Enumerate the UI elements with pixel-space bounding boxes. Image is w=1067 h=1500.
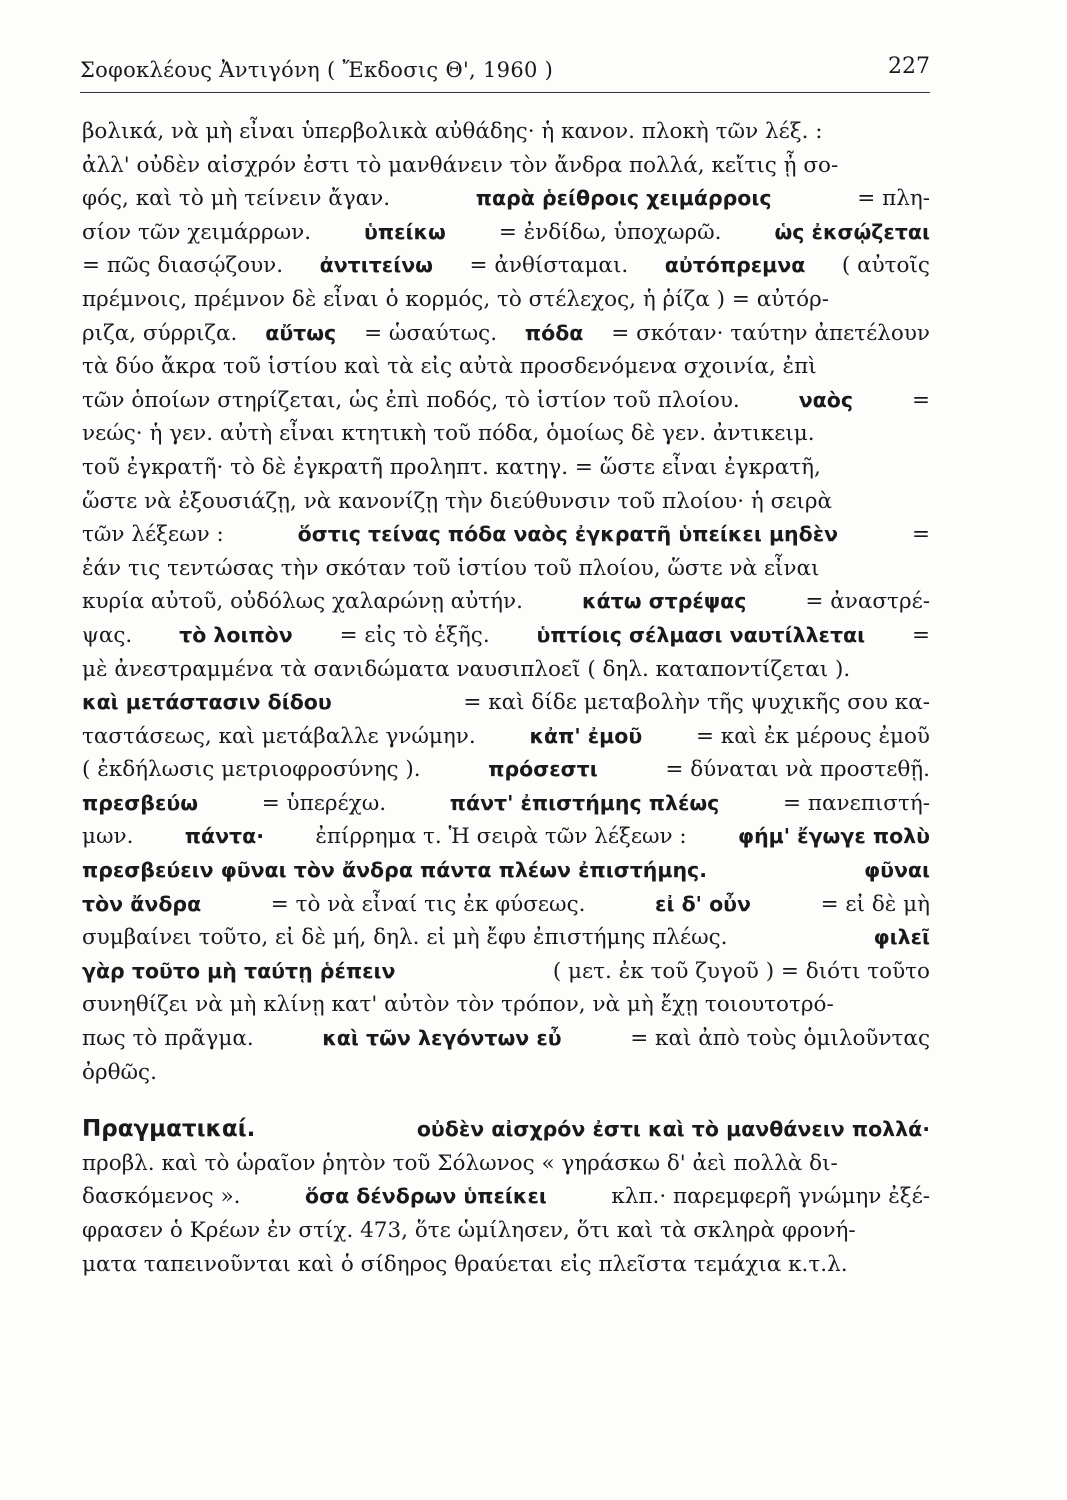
text-span: = πλη- [857,186,930,212]
bold-lemma: Πραγματικαί. [82,1116,256,1143]
text-line [82,955,930,989]
text-span: πως τὸ πρᾶγμα. [82,1026,254,1052]
text-span: = ἀναστρέ- [805,589,930,615]
text-span: ὀρθῶς. [82,1059,157,1085]
text-span: = [911,522,930,548]
bold-lemma: πάντα· [184,824,264,849]
bold-lemma: καὶ μετάστασιν δίδου [82,690,332,715]
bold-lemma: φήμ' ἔγωγε πολὺ [738,824,930,849]
running-header [80,52,930,93]
text-span: φρασεν ὁ Κρέων ἐν στίχ. 473, ὅτε ὡμίλησεν, ὅτι καὶ τὰ σκληρὰ φρονή- [82,1218,856,1243]
text-span: = [911,622,930,648]
paragraph-gap [82,1089,930,1113]
text-line [82,720,930,754]
header-title: Σοφοκλέους Ἀντιγόνη ( Ἔκδοσις Θ', 1960 ) [80,58,554,82]
bold-lemma: πρόσεστι [488,757,598,782]
text-span: πρέμνοις, πρέμνον δὲ εἶναι ὁ κορμός, τὸ στέλεχος, ἡ ῥίζα ) = αὐτόρ- [82,286,830,312]
text-span: τῶν λέξεων : [82,522,224,548]
bold-lemma: αὔτως [265,320,337,345]
bold-lemma: ὅσα δένδρων ὑπείκει [305,1184,547,1209]
text-line [82,417,930,451]
text-span: ( ἐκδήλωσις μετριοφροσύνης ). [82,757,421,783]
text-span: συμβαίνει τοῦτο, εἰ δὲ μή, δηλ. εἰ μὴ ἔφυ ἐπιστήμης πλέως. [82,925,728,951]
text-span: ἀλλ' οὐδὲν αἰσχρόν ἐστι τὸ μανθάνειν τὸν ἄνδρα πολλά, κεἴτις ᾖ σο- [82,152,839,178]
text-line [82,686,930,720]
text-line [82,451,930,485]
text-span: συνηθίζει νὰ μὴ κλίνῃ κατ' αὐτὸν τὸν τρόπον, νὰ μὴ ἔχῃ τοιουτοτρό- [82,992,834,1018]
text-span: ( μετ. ἐκ τοῦ ζυγοῦ ) = διότι τοῦτο [552,958,930,984]
text-line [82,787,930,821]
page-number: 227 [888,54,930,79]
text-line [82,182,930,216]
paragraph-pragmatikai [82,1113,930,1281]
bold-lemma: γὰρ τοῦτο μὴ ταύτῃ ῥέπειν [82,958,396,983]
text-line [82,485,930,519]
text-line [82,753,930,787]
bold-lemma: ἀντιτείνω [319,253,433,278]
bold-lemma: τὸν ἄνδρα [82,891,202,916]
text-line [82,1022,930,1056]
text-span: = δύναται νὰ προστεθῇ. [665,757,930,783]
text-line [82,988,930,1022]
text-span: = τὸ νὰ εἶναί τις ἐκ φύσεως. [270,891,586,917]
text-line [82,518,930,552]
text-line [82,585,930,619]
bold-lemma: κάτω στρέψας [582,589,747,614]
text-line [82,1113,930,1147]
text-span: τοῦ ἐγκρατῆ· τὸ δὲ ἐγκρατῆ προληπτ. κατηγ. = ὥστε εἶναι ἐγκρατῆ, [82,454,821,480]
text-line [82,350,930,384]
text-line [82,1214,930,1248]
text-line [82,115,930,149]
text-span: = [911,387,930,413]
text-span: = ἐνδίδω, ὑποχωρῶ. [498,219,722,245]
bold-lemma: ὅστις τείνας πόδα ναὸς ἐγκρατῆ ὑπείκει μηδὲν [297,522,839,547]
bold-lemma: τὸ λοιπὸν [179,622,293,647]
text-span: δασκόμενος ». [82,1184,241,1210]
text-line [82,216,930,250]
text-span: νεώς· ἡ γεν. αὐτὴ εἶναι κτητικὴ τοῦ πόδα, ὁμοίως δὲ γεν. ἀντικειμ. [82,421,815,447]
text-span: μὲ ἀνεστραμμένα τὰ σανιδώματα ναυσιπλοεῖ ( δηλ. καταποντίζεται ). [82,656,851,682]
text-span: ψας. [82,622,133,648]
text-span: = εἰ δὲ μὴ [820,891,930,917]
text-line [82,921,930,955]
text-span: ταστάσεως, καὶ μετάβαλλε γνώμην. [82,723,476,749]
text-span: ριζα, σύρριζα. [82,320,238,346]
bold-lemma: ναὸς [798,387,853,412]
text-span: ματα ταπεινοῦνται καὶ ὁ σίδηρος θραύεται εἰς πλεῖστα τεμάχια κ.τ.λ. [82,1251,848,1277]
text-line [82,552,930,586]
bold-lemma: πρεσβεύω [82,790,199,815]
bold-lemma: πρεσβεύειν φῦναι τὸν ἄνδρα πάντα πλέων ἐπιστήμης. [82,858,707,883]
bold-lemma: πάντ' ἐπιστήμης πλέως [449,790,720,815]
text-span: = ὑπερέχω. [261,790,387,816]
bold-lemma: ὡς ἐκσῴζεται [774,219,930,244]
text-span: = πανεπιστή- [783,790,930,816]
bold-lemma: καὶ τῶν λεγόντων εὖ [322,1026,562,1051]
text-span: ( αὐτοῖς [841,253,930,279]
text-span: = ἀνθίσταμαι. [469,253,629,279]
text-line [82,1180,930,1214]
text-line [82,820,930,854]
text-span: = καὶ δίδε μεταβολὴν τῆς ψυχικῆς σου κα- [463,690,930,716]
text-span: κλπ.· παρεμφερῆ γνώμην ἐξέ- [611,1184,930,1210]
commentary-text [82,115,930,1281]
bold-lemma: φῦναι [864,858,930,883]
text-span: τὰ δύο ἄκρα τοῦ ἱστίου καὶ τὰ εἰς αὐτὰ προσδενόμενα σχοινία, ἐπὶ [82,354,817,380]
text-span: ἐπίρρημα τ. Ἡ σειρὰ τῶν λέξεων : [315,824,687,850]
bold-lemma: πόδα [524,320,584,345]
text-span: φός, καὶ τὸ μὴ τείνειν ἄγαν. [82,186,391,212]
text-span: = καὶ ἐκ μέρους ἐμοῦ [695,723,930,749]
text-span: βολικά, νὰ μὴ εἶναι ὑπερβολικὰ αὐθάδης· ἡ κανον. πλοκὴ τῶν λέξ. : [82,119,823,144]
bold-lemma: αὐτόπρεμνα [664,253,806,278]
text-span: = πῶς διασῴζουν. [82,253,284,279]
text-span: προβλ. καὶ τὸ ὡραῖον ῥητὸν τοῦ Σόλωνος « γηράσκω δ' ἀεὶ πολλὰ δι- [82,1150,838,1176]
bold-lemma: οὐδὲν αἰσχρόν ἐστι καὶ τὸ μανθάνειν πολλά· [416,1117,930,1142]
paragraph-notes [82,115,930,1089]
text-span: σίον τῶν χειμάρρων. [82,219,312,245]
bold-lemma: παρὰ ῥείθροις χειμάρροις [475,186,772,211]
text-line [82,283,930,317]
text-line [82,249,930,283]
text-span: = σκόταν· ταύτην ἀπετέλουν [611,320,930,346]
text-line [82,888,930,922]
text-span: = εἰς τὸ ἑξῆς. [339,622,490,648]
bold-lemma: ὑπείκω [364,219,446,244]
text-line [82,149,930,183]
text-line [82,854,930,888]
text-line [82,619,930,653]
text-span: ὥστε νὰ ἐξουσιάζῃ, νὰ κανονίζῃ τὴν διεύθυνσιν τοῦ πλοίου· ἡ σειρὰ [82,488,833,514]
bold-lemma: φιλεῖ [873,925,930,950]
text-line [82,1248,930,1282]
text-line [82,1056,930,1090]
text-span: τῶν ὁποίων στηρίζεται, ὡς ἐπὶ ποδός, τὸ ἱστίον τοῦ πλοίου. [82,387,740,413]
bold-lemma: ὑπτίοις σέλμασι ναυτίλλεται [536,622,866,647]
text-span: κυρία αὐτοῦ, οὐδόλως χαλαρώνῃ αὐτήν. [82,589,523,615]
bold-lemma: κἀπ' ἐμοῦ [529,723,643,748]
text-span: = ὡσαύτως. [364,320,498,346]
text-span: = καὶ ἀπὸ τοὺς ὁμιλοῦντας [630,1026,930,1052]
text-span: ἐάν τις τεντώσας τὴν σκόταν τοῦ ἱστίου τοῦ πλοίου, ὥστε νὰ εἶναι [82,555,820,581]
text-line [82,653,930,687]
text-line [82,384,930,418]
bold-lemma: εἰ δ' οὖν [655,891,751,916]
text-span: μων. [82,824,134,850]
text-line [82,1147,930,1181]
text-line [82,317,930,351]
